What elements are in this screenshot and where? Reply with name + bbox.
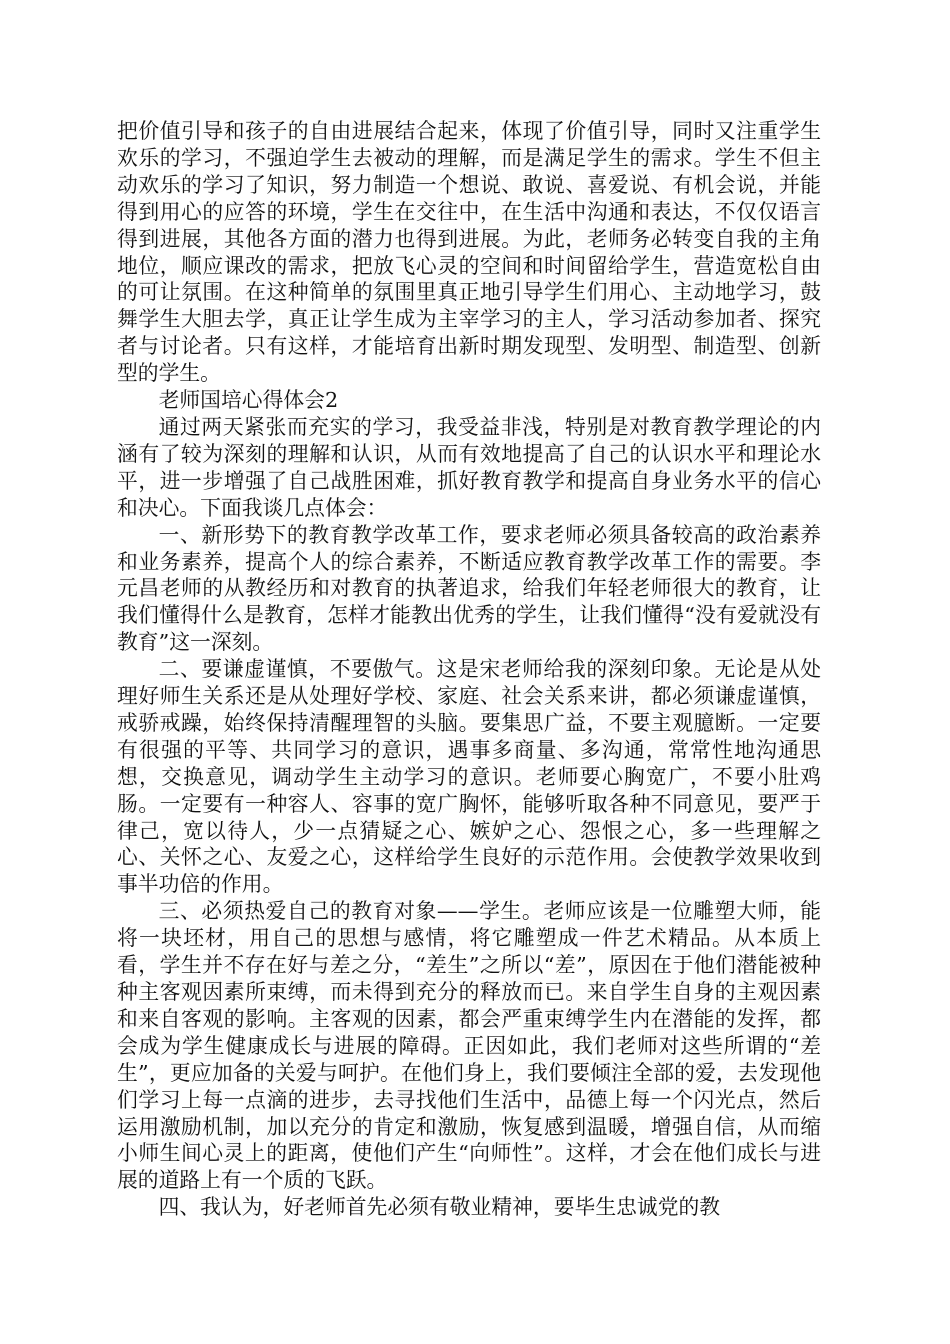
- paragraph-point-4: 四、我认为，好老师首先必须有敬业精神，要毕生忠诚党的教: [158, 1195, 721, 1220]
- paragraph-1: 把价值引导和孩子的自由进展结合起来，体现了价值引导，同时又注重学生欢乐的学习，不强迫学生去被动的理解，而是满足学生的需求。学生不但主动欢乐的学习了知识，努力制造一个想说、敢说、喜爱说、有机会说，并能得到用心的应答的环境，学生在交往中，在生活中沟通和表达，不仅仅语言得到进展，其他各方面的潜力也得到进展。为此，老师务必转变自我的主角地位，顺应课改的需求，把放飞心灵的空间和时间留给学生，营造宽松自由的可让氛围。在这种简单的氛围里真正地引导学生们用心、主动地学习，鼓舞学生大胆去学，真正让学生成为主宰学习的主人，学习活动参加者、探究者与讨论者。只有这样，才能培育出新时期发现型、发明型、制造型、创新型的学生。: [117, 119, 821, 386]
- paragraph-point-1: 一、新形势下的教育教学改革工作，要求老师必须具备较高的政治素养和业务素养，提高个人的综合素养，不断适应教育教学改革工作的需要。李元昌老师的从教经历和对教育的执著追求，给我们年轻老师很大的教育，让我们懂得什么是教育，怎样才能教出优秀的学生，让我们懂得“没有爱就没有教育”这一深刻。: [117, 522, 821, 655]
- section-title: 老师国培心得体会2: [158, 388, 339, 413]
- paragraph-intro: 通过两天紧张而充实的学习，我受益非浅，特别是对教育教学理论的内涵有了较为深刻的理解和认识，从而有效地提高了自己的认识水平和理论水平，进一步增强了自己战胜困难，抓好教育教学和提高自身业务水平的信心和决心。下面我谈几点体会：: [117, 414, 821, 520]
- document-page: [117, 118, 821, 1221]
- paragraph-point-3: 三、必须热爱自己的教育对象——学生。老师应该是一位雕塑大师，能将一块坯材，用自己的思想与感情，将它雕塑成一件艺术精品。从本质上看，学生并不存在好与差之分，“差生”之所以“差”，原因在于他们潜能被种种主客观因素所束缚，而未得到充分的释放而已。来自学生自身的主观因素和来自客观的影响。主客观的因素，都会严重束缚学生内在潜能的发挥，都会成为学生健康成长与进展的障碍。正因如此，我们老师对这些所谓的“差生”，更应加备的关爱与呵护。在他们身上，我们要倾注全部的爱，去发现他们学习上每一点滴的进步，去寻找他们生活中，品德上每一个闪光点，然后运用激励机制，加以充分的肯定和激励，恢复感到温暖，增强自信，从而缩小师生间心灵上的距离，使他们产生“向师性”。这样，才会在他们成长与进展的道路上有一个质的飞跃。: [117, 899, 821, 1193]
- paragraph-point-2: 二、要谦虚谨慎，不要傲气。这是宋老师给我的深刻印象。无论是从处理好师生关系还是从处理好学校、家庭、社会关系来讲，都必须谦虚谨慎，戒骄戒躁，始终保持清醒理智的头脑。要集思广益，不要主观臆断。一定要有很强的平等、共同学习的意识，遇事多商量、多沟通，常常性地沟通思想，交换意见，调动学生主动学习的意识。老师要心胸宽广，不要小肚鸡肠。一定要有一种容人、容事的宽广胸怀，能够听取各种不同意见，要严于律己，宽以待人，少一点猜疑之心、嫉妒之心、怨恨之心，多一些理解之心、关怀之心、友爱之心，这样给学生良好的示范作用。会使教学效果收到事半功倍的作用。: [117, 657, 821, 897]
